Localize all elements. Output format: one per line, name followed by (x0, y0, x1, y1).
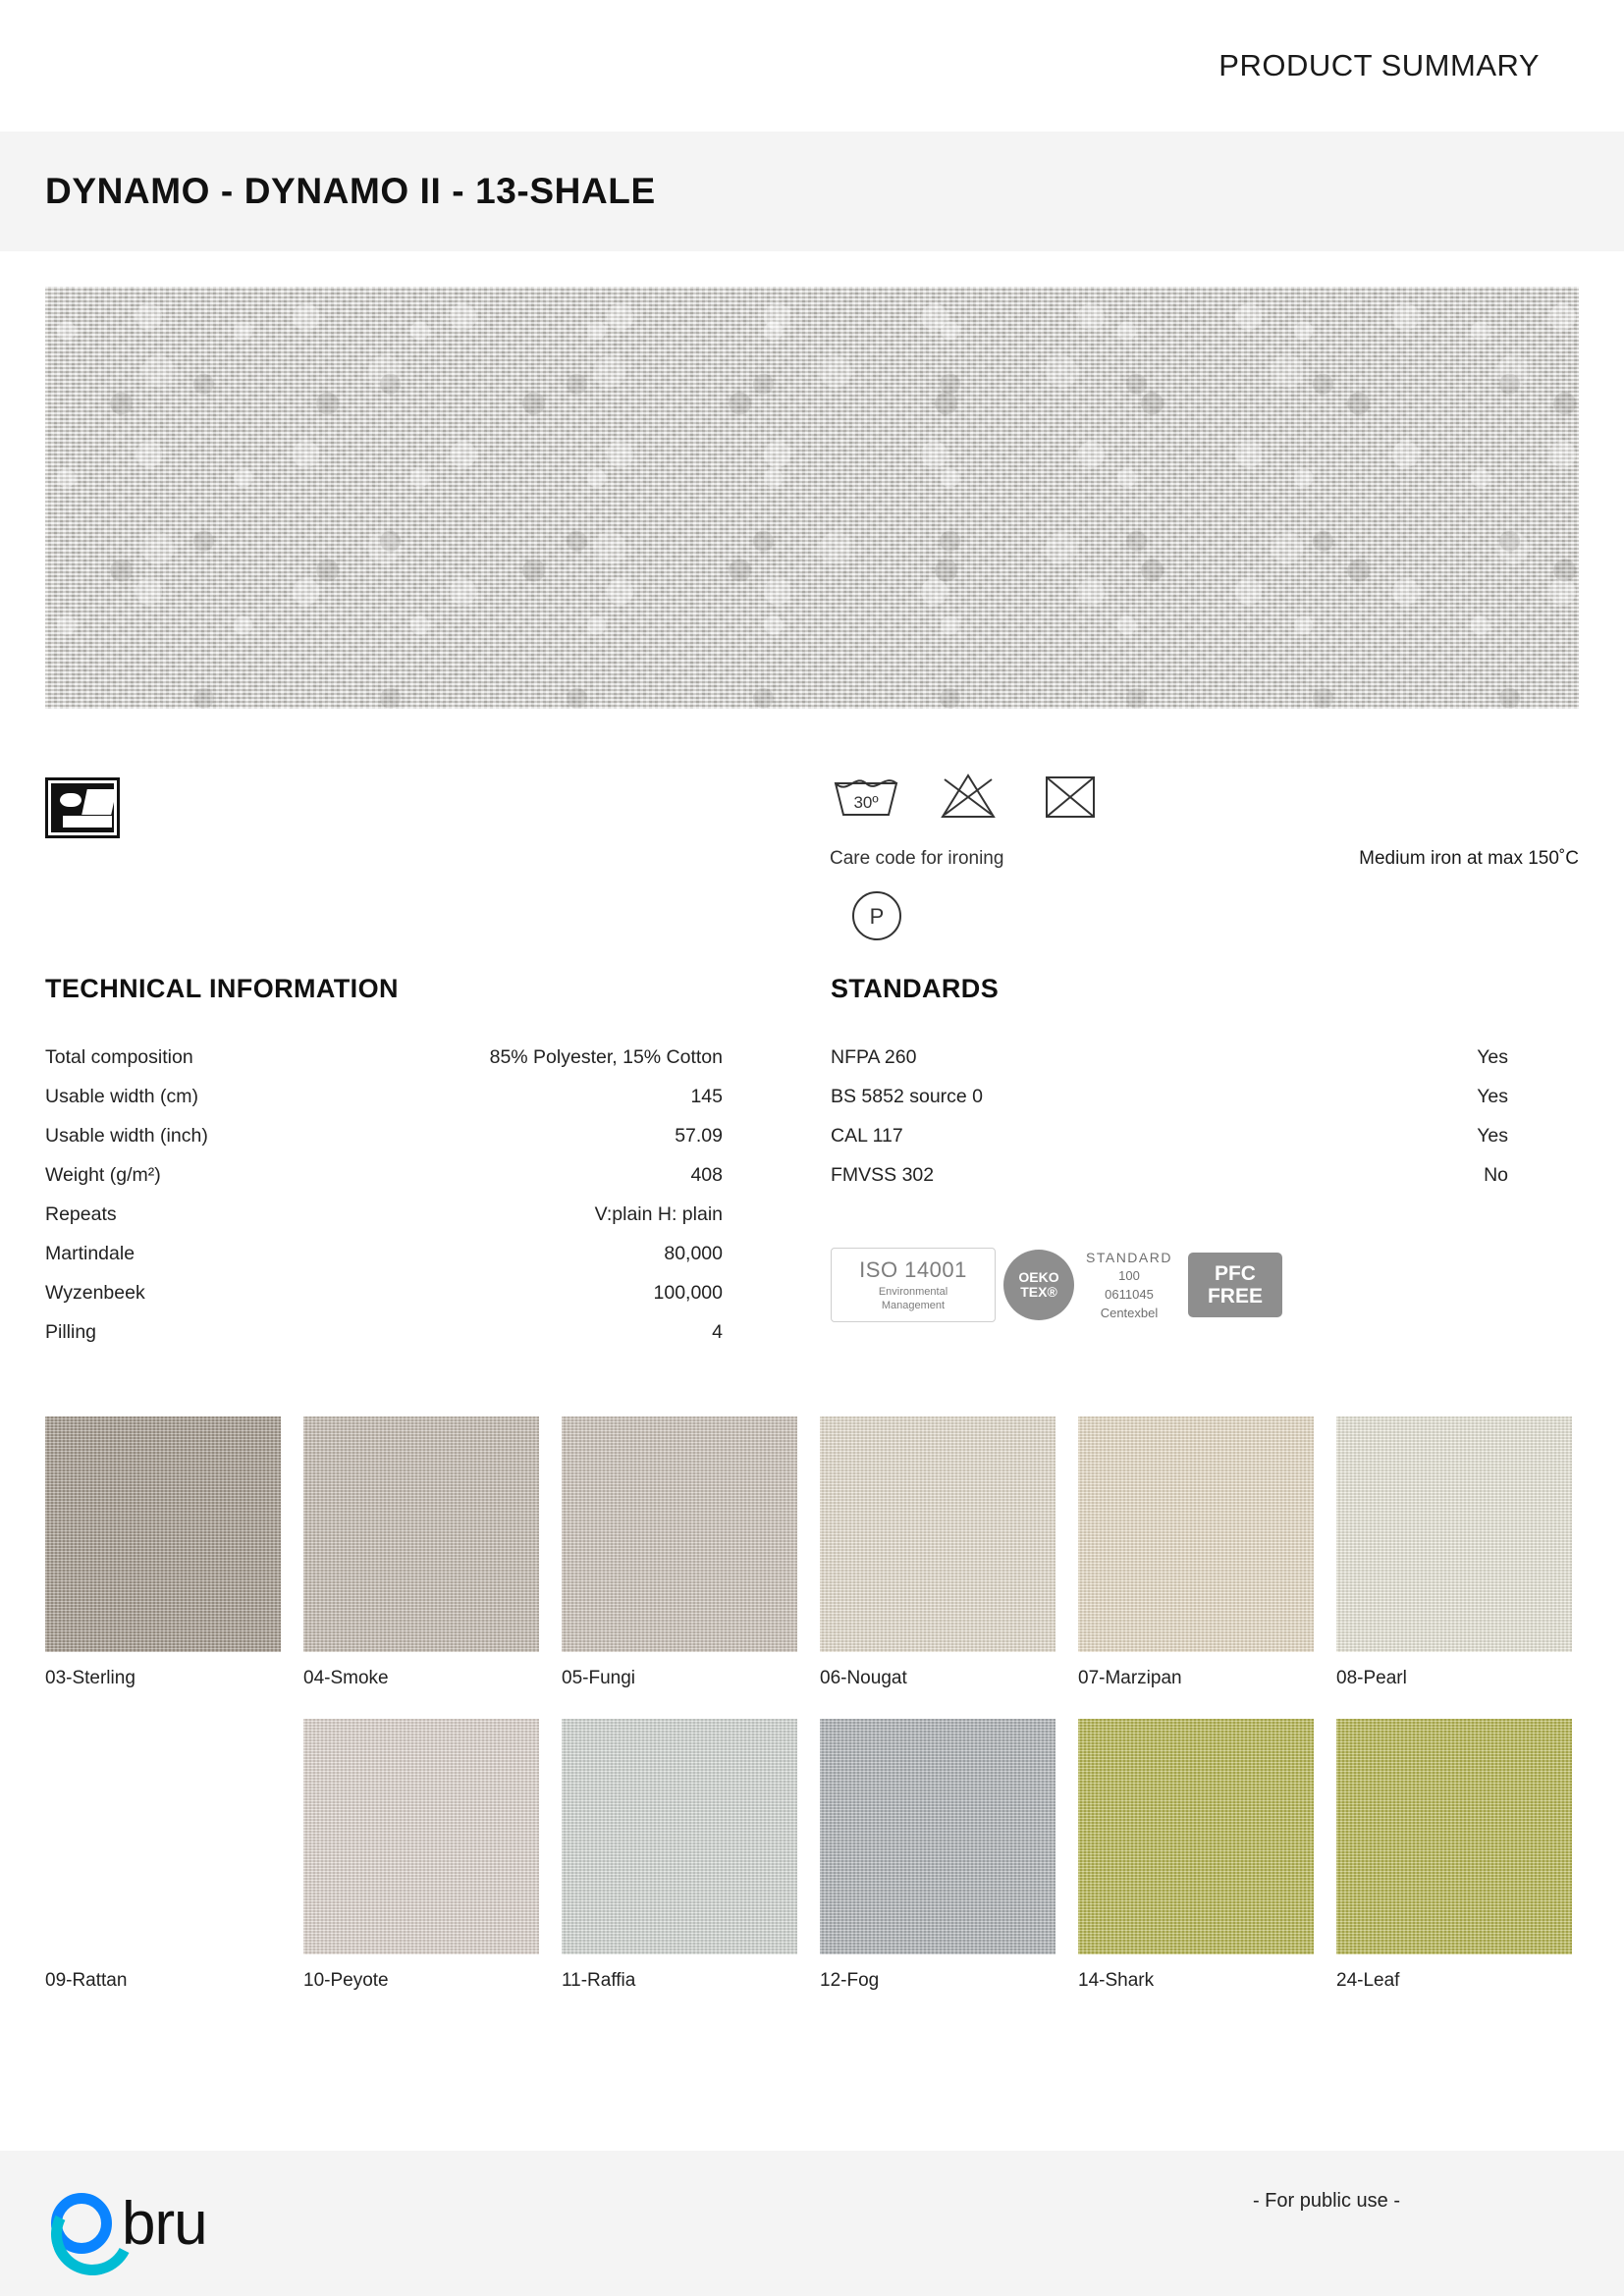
spec-value: 100,000 (653, 1281, 723, 1304)
spec-value: 4 (712, 1320, 723, 1343)
swatch-patch[interactable] (820, 1719, 1056, 1954)
spec-value: 408 (690, 1163, 723, 1186)
oeko-tex-badge (1003, 1250, 1074, 1320)
table-row (831, 1116, 1508, 1155)
colour-swatch-04-smoke[interactable] (303, 1416, 539, 1689)
info-section (0, 974, 1624, 1352)
svg-text:30º: 30º (853, 793, 879, 812)
swatch-patch[interactable] (562, 1416, 797, 1652)
pfc-line-2: FREE (1207, 1285, 1263, 1308)
care-code-caption: Care code for ironing (830, 848, 1004, 869)
wash-30c-icon (830, 766, 902, 823)
standard-value: Yes (1477, 1085, 1508, 1107)
page-footer (0, 2151, 1624, 2296)
standard-100-line4: Centexbel (1100, 1305, 1159, 1320)
table-row (45, 1234, 723, 1273)
table-row (45, 1116, 723, 1155)
iso-14001-badge (831, 1248, 996, 1322)
standard-100-line1: STANDARD (1086, 1250, 1172, 1265)
no-bleach-icon (932, 766, 1004, 823)
sofa-back-shape (81, 789, 117, 815)
hero-fabric-image (45, 287, 1579, 709)
swatch-label: 05-Fungi (562, 1668, 635, 1688)
oeko-standard-text (1086, 1248, 1172, 1323)
certification-badges (831, 1248, 1534, 1323)
swatch-label: 07-Marzipan (1078, 1668, 1182, 1688)
technical-information-table (45, 1038, 723, 1352)
table-row (45, 1195, 723, 1234)
colour-swatch-03-sterling[interactable] (45, 1416, 281, 1689)
colour-swatch-07-marzipan[interactable] (1078, 1416, 1314, 1689)
standard-value: No (1484, 1163, 1508, 1186)
standard-label: CAL 117 (831, 1124, 903, 1147)
swatch-patch[interactable] (562, 1719, 797, 1954)
swatch-label: 04-Smoke (303, 1668, 389, 1688)
bru-logo-mark-icon (51, 2193, 112, 2254)
spec-value: V:plain H: plain (594, 1202, 723, 1225)
table-row (45, 1155, 723, 1195)
public-use-note: - For public use - (1252, 2190, 1400, 2212)
care-symbols (830, 766, 1107, 823)
swatch-label: 24-Leaf (1336, 1970, 1400, 1991)
standard-100-line3: 0611045 (1105, 1287, 1154, 1303)
spec-value: 57.09 (675, 1124, 723, 1147)
spec-label: Martindale (45, 1242, 135, 1264)
spec-label: Usable width (inch) (45, 1124, 208, 1147)
spec-value: 145 (690, 1085, 723, 1107)
standards-title: STANDARDS (831, 974, 1000, 1003)
standard-value: Yes (1477, 1124, 1508, 1147)
product-summary-label: PRODUCT SUMMARY (1218, 48, 1540, 82)
spec-label: Weight (g/m²) (45, 1163, 161, 1186)
table-row (831, 1155, 1508, 1195)
bru-logo (51, 2189, 207, 2259)
spec-label: Repeats (45, 1202, 117, 1225)
swatch-patch[interactable] (1078, 1719, 1314, 1954)
spec-value: 80,000 (664, 1242, 723, 1264)
hero-swatch-wrap (0, 251, 1624, 709)
sofa-glyph (51, 783, 114, 832)
sofa-cushion-shape (60, 793, 81, 807)
colour-swatch-24-leaf[interactable] (1336, 1719, 1572, 1992)
colour-swatch-10-peyote[interactable] (303, 1719, 539, 1992)
swatch-patch[interactable] (820, 1416, 1056, 1652)
standard-label: FMVSS 302 (831, 1163, 935, 1186)
title-band (0, 132, 1624, 251)
technical-information-block (45, 974, 831, 1352)
bru-logo-text: bru (122, 2189, 207, 2258)
care-icon-row (0, 766, 1624, 972)
hero-texture-overlay (45, 287, 1579, 709)
spec-value: 85% Polyester, 15% Cotton (489, 1045, 723, 1068)
colour-swatch-grid (0, 1416, 1624, 1992)
no-tumble-dry-icon (1034, 766, 1107, 823)
colour-swatch-09-rattan[interactable] (45, 1719, 281, 1992)
swatch-label: 03-Sterling (45, 1668, 135, 1688)
standards-table (831, 1038, 1508, 1195)
upholstery-icon (45, 777, 120, 838)
swatch-label: 09-Rattan (45, 1970, 128, 1991)
colour-swatch-12-fog[interactable] (820, 1719, 1056, 1992)
pfc-line-1: PFC (1214, 1262, 1256, 1286)
standard-label: NFPA 260 (831, 1045, 917, 1068)
colour-swatch-05-fungi[interactable] (562, 1416, 797, 1689)
page-title: DYNAMO - DYNAMO II - 13-SHALE (45, 171, 656, 211)
colour-swatch-14-shark[interactable] (1078, 1719, 1314, 1992)
iso-badge-sub1: Environmental (878, 1286, 948, 1299)
sofa-seat-shape (63, 816, 112, 828)
swatch-label: 12-Fog (820, 1970, 880, 1991)
spec-label: Usable width (cm) (45, 1085, 199, 1107)
swatch-label: 14-Shark (1078, 1970, 1155, 1991)
professional-clean-icon (846, 885, 907, 946)
swatch-patch[interactable] (303, 1719, 539, 1954)
pfc-free-badge (1188, 1253, 1282, 1317)
swatch-label: 10-Peyote (303, 1970, 389, 1991)
standard-100-line2: 100 (1118, 1268, 1140, 1284)
colour-swatch-06-nougat[interactable] (820, 1416, 1056, 1689)
page-header (0, 0, 1624, 132)
table-row (831, 1077, 1508, 1116)
technical-information-title: TECHNICAL INFORMATION (45, 974, 399, 1003)
swatch-patch[interactable] (303, 1416, 539, 1652)
iron-note: Medium iron at max 150˚C (1359, 848, 1579, 869)
spec-label: Pilling (45, 1320, 97, 1343)
standard-value: Yes (1477, 1045, 1508, 1068)
swatch-label: 06-Nougat (820, 1668, 907, 1688)
swatch-patch[interactable] (1078, 1416, 1314, 1652)
swatch-label: 08-Pearl (1336, 1668, 1407, 1688)
table-row (45, 1077, 723, 1116)
spec-label: Wyzenbeek (45, 1281, 145, 1304)
swatch-patch[interactable] (45, 1416, 281, 1652)
oeko-line-1: OEKO (1018, 1269, 1059, 1286)
swatch-patch[interactable] (1336, 1416, 1572, 1652)
table-row (45, 1312, 723, 1352)
standard-label: BS 5852 source 0 (831, 1085, 984, 1107)
swatch-label: 11-Raffia (562, 1970, 636, 1991)
svg-text:P: P (869, 904, 885, 929)
colour-swatch-11-raffia[interactable] (562, 1719, 797, 1992)
oeko-line-2: TEX® (1020, 1284, 1057, 1301)
colour-swatch-08-pearl[interactable] (1336, 1416, 1572, 1689)
standards-block (831, 974, 1534, 1352)
table-row (45, 1038, 723, 1077)
table-row (45, 1273, 723, 1312)
swatch-patch[interactable] (1336, 1719, 1572, 1954)
iso-badge-sub2: Management (881, 1299, 946, 1311)
table-row (831, 1038, 1508, 1077)
iso-badge-title: ISO 14001 (859, 1257, 967, 1283)
spec-label: Total composition (45, 1045, 193, 1068)
